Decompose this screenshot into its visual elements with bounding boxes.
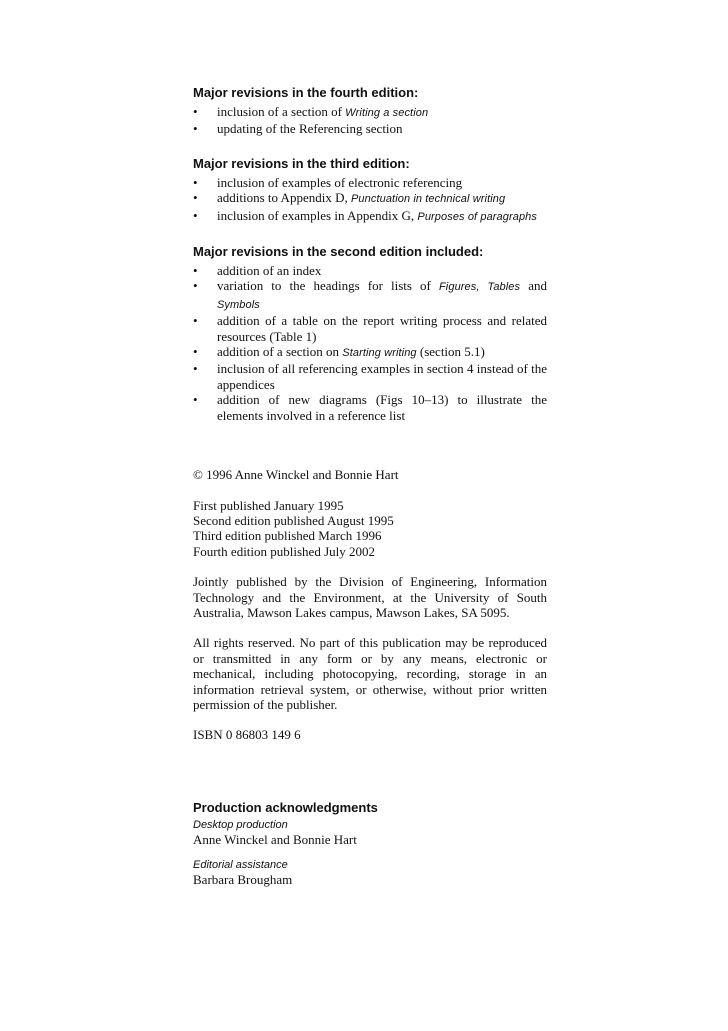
copyright-page: [193, 84, 547, 888]
role-label: Editorial assistance: [193, 858, 288, 871]
second-edition-list: [193, 263, 547, 423]
rights-statement: All rights reserved. No part of this publication may be reproduced or transmitted in any form or by any means, electronic or mechanical, including photocopying, recording, storage in an information retrieval system, or otherwise, without prior written permission of the publisher.: [193, 635, 547, 712]
second-edition-revisions: [193, 243, 547, 423]
third-edition-list: [193, 175, 547, 225]
list-item: • addition of a section on Starting writing (section 5.1): [193, 344, 485, 360]
list-item: • updating of the Referencing section: [193, 121, 403, 137]
fourth-edition-revisions: [193, 84, 547, 137]
role-label: Desktop production: [193, 818, 288, 831]
third-edition-heading: Major revisions in the third edition:: [193, 155, 410, 171]
publication-line: First published January 1995: [193, 497, 344, 513]
list-item: • inclusion of examples of electronic referencing: [193, 174, 463, 190]
list-item: • variation to the headings for lists of Figures, Tables and Symbols: [193, 278, 547, 311]
publication-line: Fourth edition published July 2002: [193, 543, 375, 559]
publisher-statement: Jointly published by the Division of Engineering, Information Technology and the Environment, at the University of South Australia, Mawson Lakes campus, Mawson Lakes, SA 5095.: [193, 574, 547, 620]
list-item: • addition of an index: [193, 263, 322, 279]
third-edition-revisions: [193, 155, 547, 225]
list-item: • inclusion of examples in Appendix G, Purposes of paragraphs: [193, 207, 537, 223]
list-item: • additions to Appendix D, Punctuation in technical writing: [193, 190, 506, 206]
list-item: • inclusion of all referencing examples in section 4 instead of the appendices: [193, 361, 547, 392]
publication-line: Third edition published March 1996: [193, 528, 382, 544]
production-heading: Production acknowledgments: [193, 799, 378, 815]
list-item: • inclusion of a section of Writing a section: [193, 104, 429, 119]
publication-line: Second edition published August 1995: [193, 512, 394, 528]
list-item: • addition of a table on the report writing process and related resources (Table 1): [193, 313, 547, 344]
second-edition-heading: Major revisions in the second edition included:: [193, 244, 484, 260]
publication-history: [193, 498, 547, 560]
isbn: ISBN 0 86803 149 6: [193, 727, 301, 743]
copyright-notice: © 1996 Anne Winckel and Bonnie Hart: [193, 467, 399, 483]
role-names: Anne Winckel and Bonnie Hart: [193, 831, 357, 847]
role-names: Barbara Brougham: [193, 871, 293, 887]
list-item: • addition of new diagrams (Figs 10–13) to illustrate the elements involved in a reference list: [193, 392, 547, 423]
production-acknowledgments: [193, 799, 547, 888]
fourth-edition-heading: Major revisions in the fourth edition:: [193, 85, 419, 100]
fourth-edition-list: [193, 104, 547, 137]
